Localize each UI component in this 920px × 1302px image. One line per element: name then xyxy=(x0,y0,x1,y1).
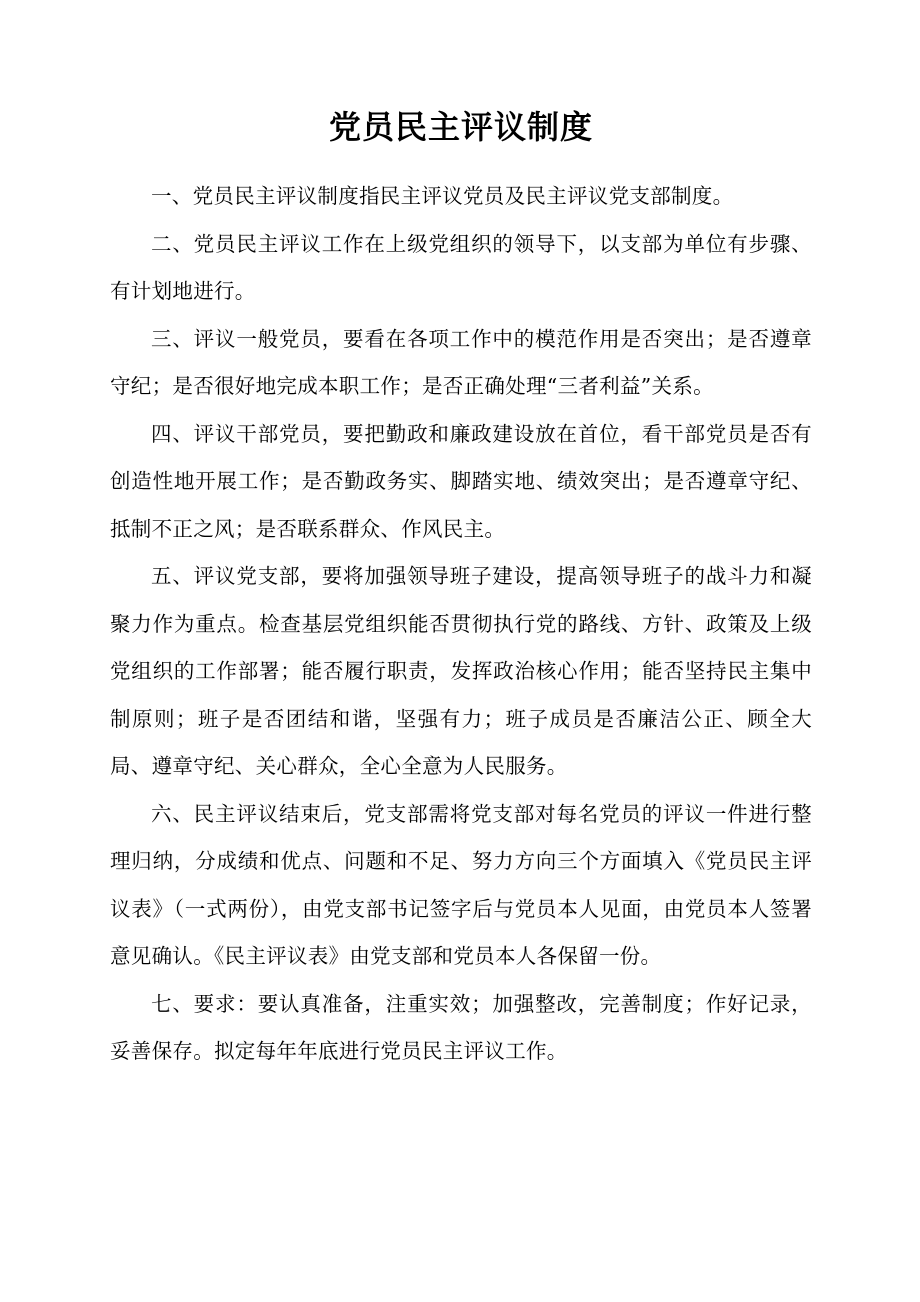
paragraph-1: 一、党员民主评议制度指民主评议党员及民主评议党支部制度。 xyxy=(151,184,734,208)
document-title: 党员民主评议制度 xyxy=(328,108,593,146)
paragraph-7: 七、要求：要认真准备，注重实效；加强整改，完善制度；作好记录，妥善保存。拟定每年年底进行党员民主评议工作。 xyxy=(110,991,812,1063)
document-body xyxy=(110,173,812,1076)
paragraph-3: 三、评议一般党员，要看在各项工作中的模范作用是否突出；是否遵章守纪；是否很好地完成本职工作；是否正确处理“三者利益”关系。 xyxy=(110,326,812,398)
paragraph-6: 六、民主评议结束后，党支部需将党支部对每名党员的评议一件进行整理归纳，分成绩和优点、问题和不足、努力方向三个方面填入《党员民主评议表》（一式两份），由党支部书记签字后与党员本人见面，由党员本人签署意见确认。《民主评议表》由党支部和党员本人各保留一份。 xyxy=(110,801,812,968)
paragraph-4: 四、评议干部党员，要把勤政和廉政建设放在首位，看干部党员是否有创造性地开展工作；是否勤政务实、脚踏实地、绩效突出；是否遵章守纪、抵制不正之风；是否联系群众、作风民主。 xyxy=(110,421,812,541)
paragraph-2: 二、党员民主评议工作在上级党组织的领导下，以支部为单位有步骤、有计划地进行。 xyxy=(110,231,812,303)
paragraph-5: 五、评议党支部，要将加强领导班子建设，提高领导班子的战斗力和凝聚力作为重点。检查基层党组织能否贯彻执行党的路线、方针、政策及上级党组织的工作部署；能否履行职责，发挥政治核心作用；能否坚持民主集中制原则；班子是否团结和谐，坚强有力；班子成员是否廉洁公正、顾全大局、遵章守纪、关心群众，全心全意为人民服务。 xyxy=(110,564,812,778)
